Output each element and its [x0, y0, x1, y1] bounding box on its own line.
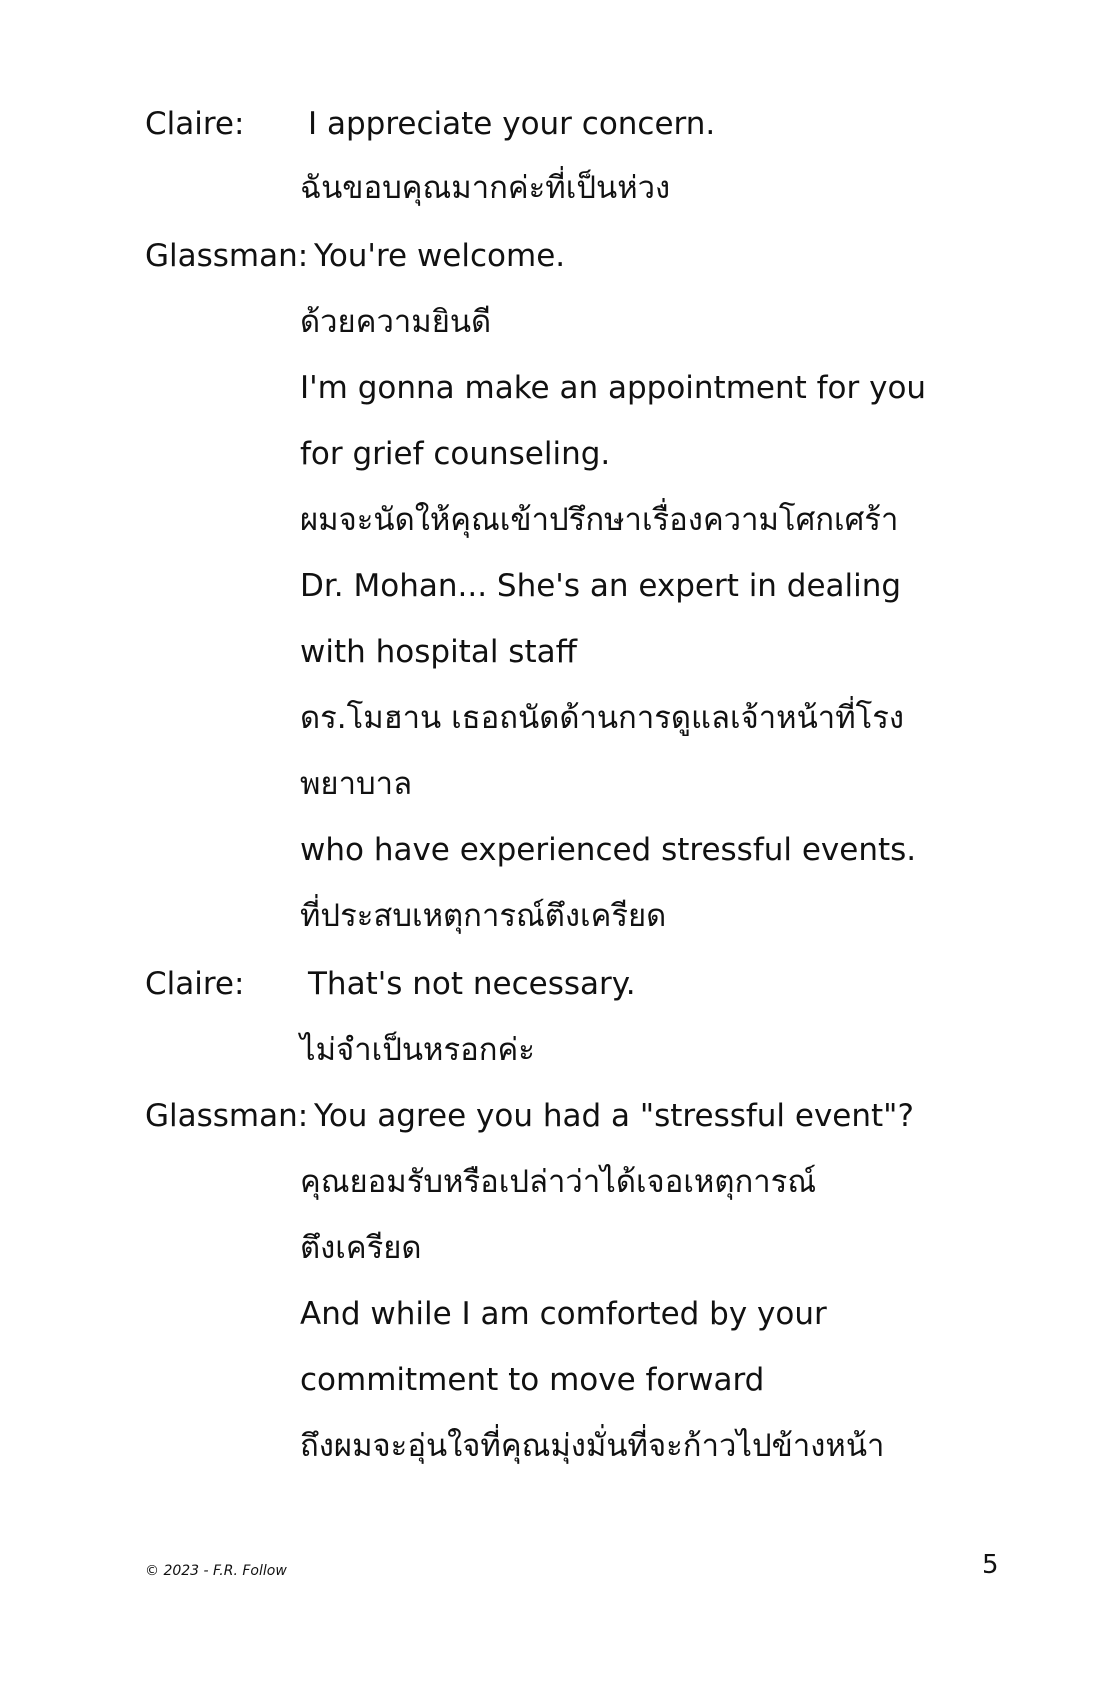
dialogue-line-thai: ผมจะนัดให้คุณเข้าปรึกษาเรื่องความโศกเศร้า	[300, 502, 899, 538]
dialogue-line-english: And while I am comforted by your	[300, 1296, 827, 1332]
page-number: 5	[982, 1550, 999, 1580]
dialogue-line-english: commitment to move forward	[300, 1362, 765, 1398]
dialogue-line-english: I appreciate your concern.	[308, 106, 716, 142]
speaker-label: Glassman:	[145, 238, 309, 274]
dialogue-line-thai: ไม่จำเป็นหรอกค่ะ	[300, 1032, 535, 1068]
dialogue-line-english: You agree you had a "stressful event"?	[314, 1098, 914, 1134]
dialogue-line-thai: ฉันขอบคุณมากค่ะที่เป็นห่วง	[300, 170, 671, 206]
dialogue-line-thai: ดร.โมฮาน เธอถนัดด้านการดูแลเจ้าหน้าที่โรง	[300, 700, 905, 736]
dialogue-line-english: You're welcome.	[314, 238, 566, 274]
dialogue-line-english: for grief counseling.	[300, 436, 611, 472]
dialogue-line-english: with hospital staff	[300, 634, 577, 670]
dialogue-line-english: who have experienced stressful events.	[300, 832, 917, 868]
speaker-label: Glassman:	[145, 1098, 309, 1134]
dialogue-line-english: I'm gonna make an appointment for you	[300, 370, 927, 406]
dialogue-line-thai: ถึงผมจะอุ่นใจที่คุณมุ่งมั่นที่จะก้าวไปข้างหน้า	[300, 1428, 885, 1464]
dialogue-line-thai: คุณยอมรับหรือเปล่าว่าได้เจอเหตุการณ์	[300, 1164, 817, 1200]
dialogue-line-thai: ที่ประสบเหตุการณ์ตึงเครียด	[300, 898, 667, 934]
dialogue-line-english: That's not necessary.	[308, 966, 636, 1002]
speaker-label: Claire:	[145, 966, 245, 1002]
speaker-label: Claire:	[145, 106, 245, 142]
dialogue-line-thai: ตึงเครียด	[300, 1230, 422, 1266]
dialogue-line-thai: พยาบาล	[300, 766, 413, 802]
copyright-notice: © 2023 - F.R. Follow	[145, 1563, 287, 1579]
dialogue-line-english: Dr. Mohan... She's an expert in dealing	[300, 568, 902, 604]
dialogue-line-thai: ด้วยความยินดี	[300, 304, 492, 340]
